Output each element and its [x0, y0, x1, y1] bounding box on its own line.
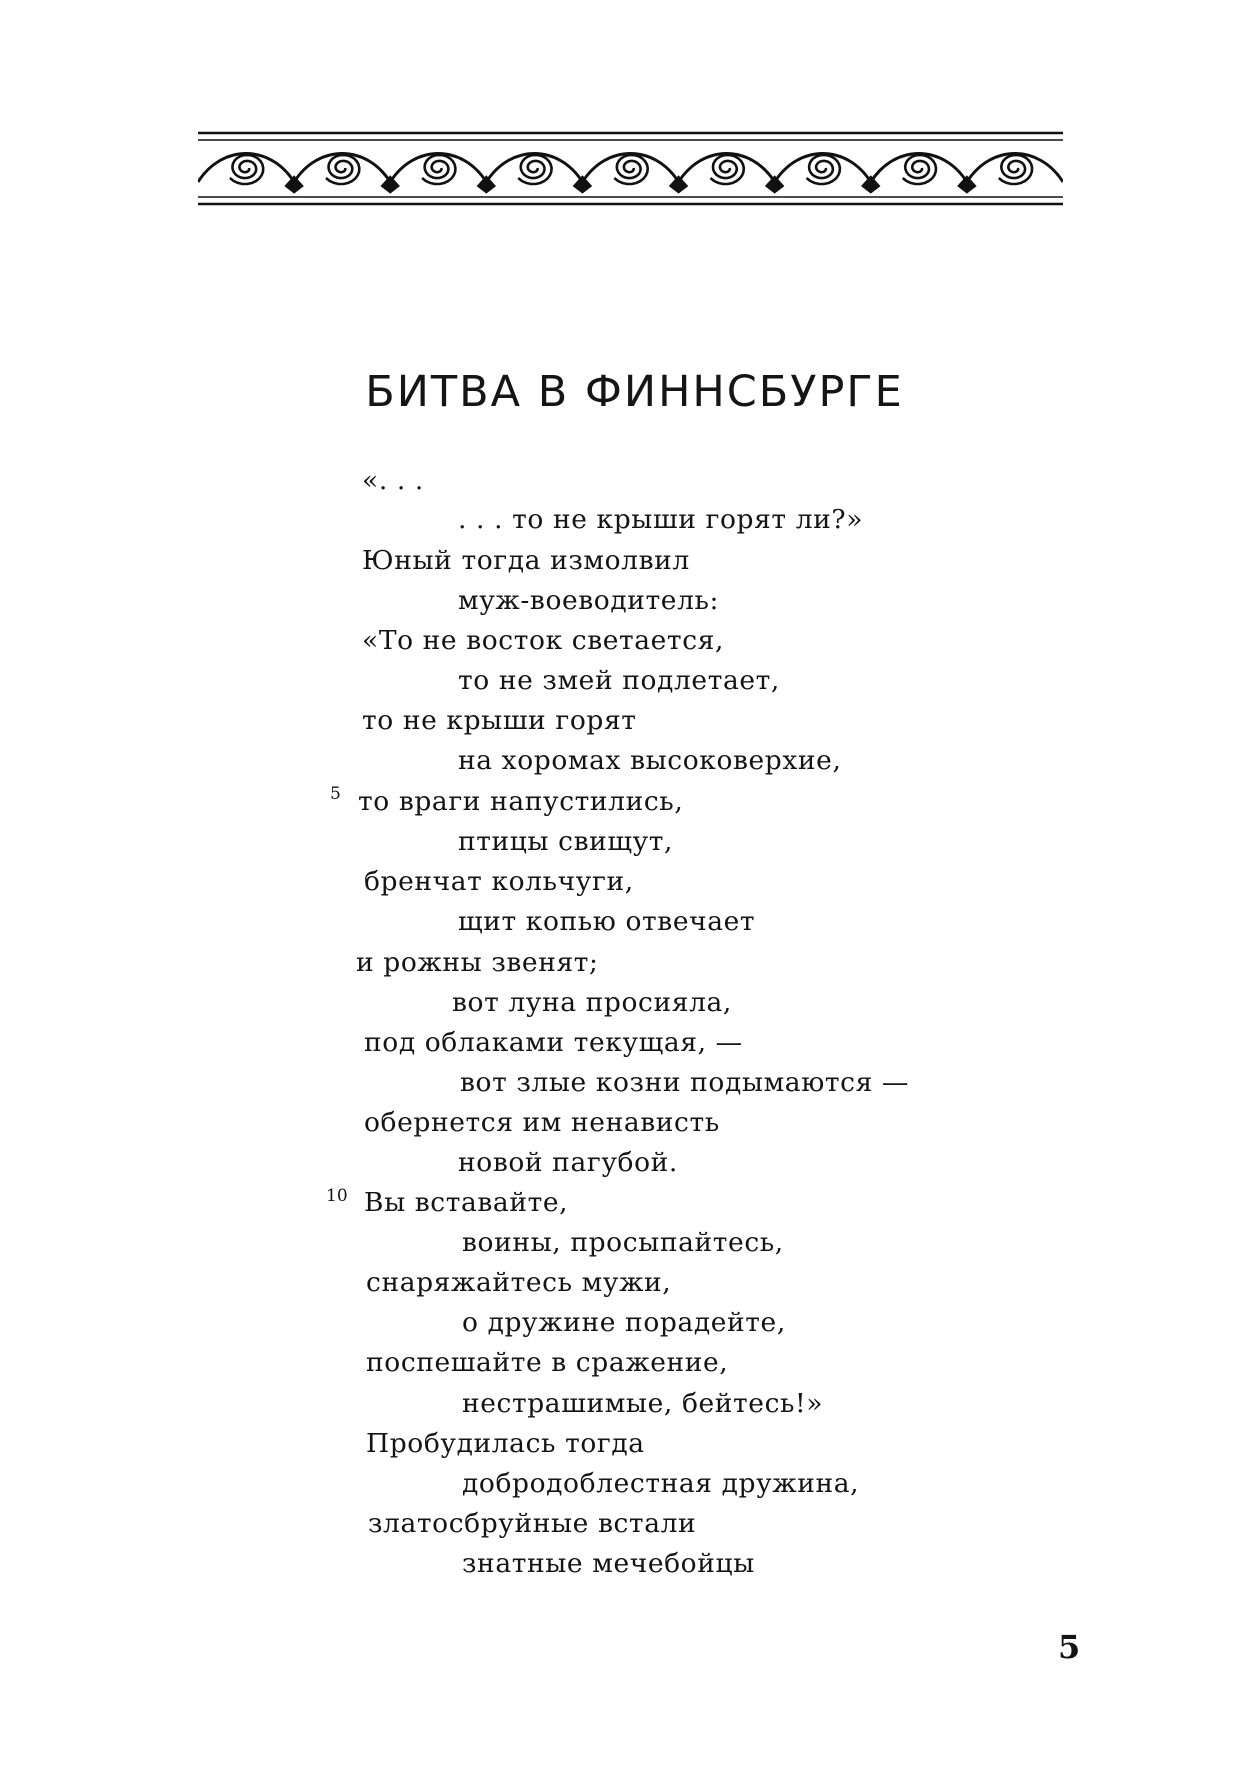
poem-line: добродоблестная дружина,	[462, 1468, 860, 1499]
poem-line: о дружине порадейте,	[462, 1307, 786, 1338]
poem-line: «. . .	[362, 465, 424, 496]
poem-line: на хоромах высоковерхие,	[458, 745, 842, 776]
poem-line: нестрашимые, бейтесь!»	[462, 1388, 824, 1419]
poem-line: вот злые козни подымаются —	[460, 1067, 910, 1098]
poem-line: под облаками текущая, —	[364, 1027, 743, 1058]
poem-line: Юный тогда измолвил	[362, 545, 690, 576]
poem-line: . . . то не крыши горят ли?»	[458, 504, 864, 535]
poem-line: поспешайте в сражение,	[366, 1347, 729, 1378]
poem-line: то не крыши горят	[362, 705, 637, 736]
line-number: 5	[330, 784, 341, 804]
poem-line: вот луна просияла,	[452, 987, 732, 1018]
poem-line: снаряжайтесь мужи,	[366, 1267, 672, 1298]
poem-line: муж-воеводитель:	[458, 585, 720, 616]
poem-line: Пробудилась тогда	[366, 1428, 645, 1459]
poem-line: «То не восток светается,	[362, 625, 724, 656]
poem-line: и рожны звенят;	[356, 947, 599, 978]
poem-line: знатные мечебойцы	[462, 1548, 755, 1579]
poem-line: златосбруйные встали	[368, 1508, 697, 1539]
poem-line: птицы свищут,	[458, 826, 674, 857]
poem-line: то не змей подлетает,	[458, 665, 780, 696]
line-number: 10	[326, 1186, 348, 1206]
poem-line: бренчат кольчуги,	[364, 866, 634, 897]
page-title: БИТВА В ФИННСБУРГЕ	[365, 367, 904, 417]
poem-line: Вы вставайте,	[364, 1187, 569, 1218]
poem-line: новой пагубой.	[458, 1147, 678, 1178]
page-number: 5	[1058, 1628, 1081, 1666]
poem-line: щит копью отвечает	[458, 906, 756, 937]
poem-line: обернется им ненависть	[364, 1107, 720, 1138]
poem-line: то враги напустились,	[358, 786, 684, 817]
poem-line: воины, просыпайтесь,	[462, 1227, 784, 1258]
